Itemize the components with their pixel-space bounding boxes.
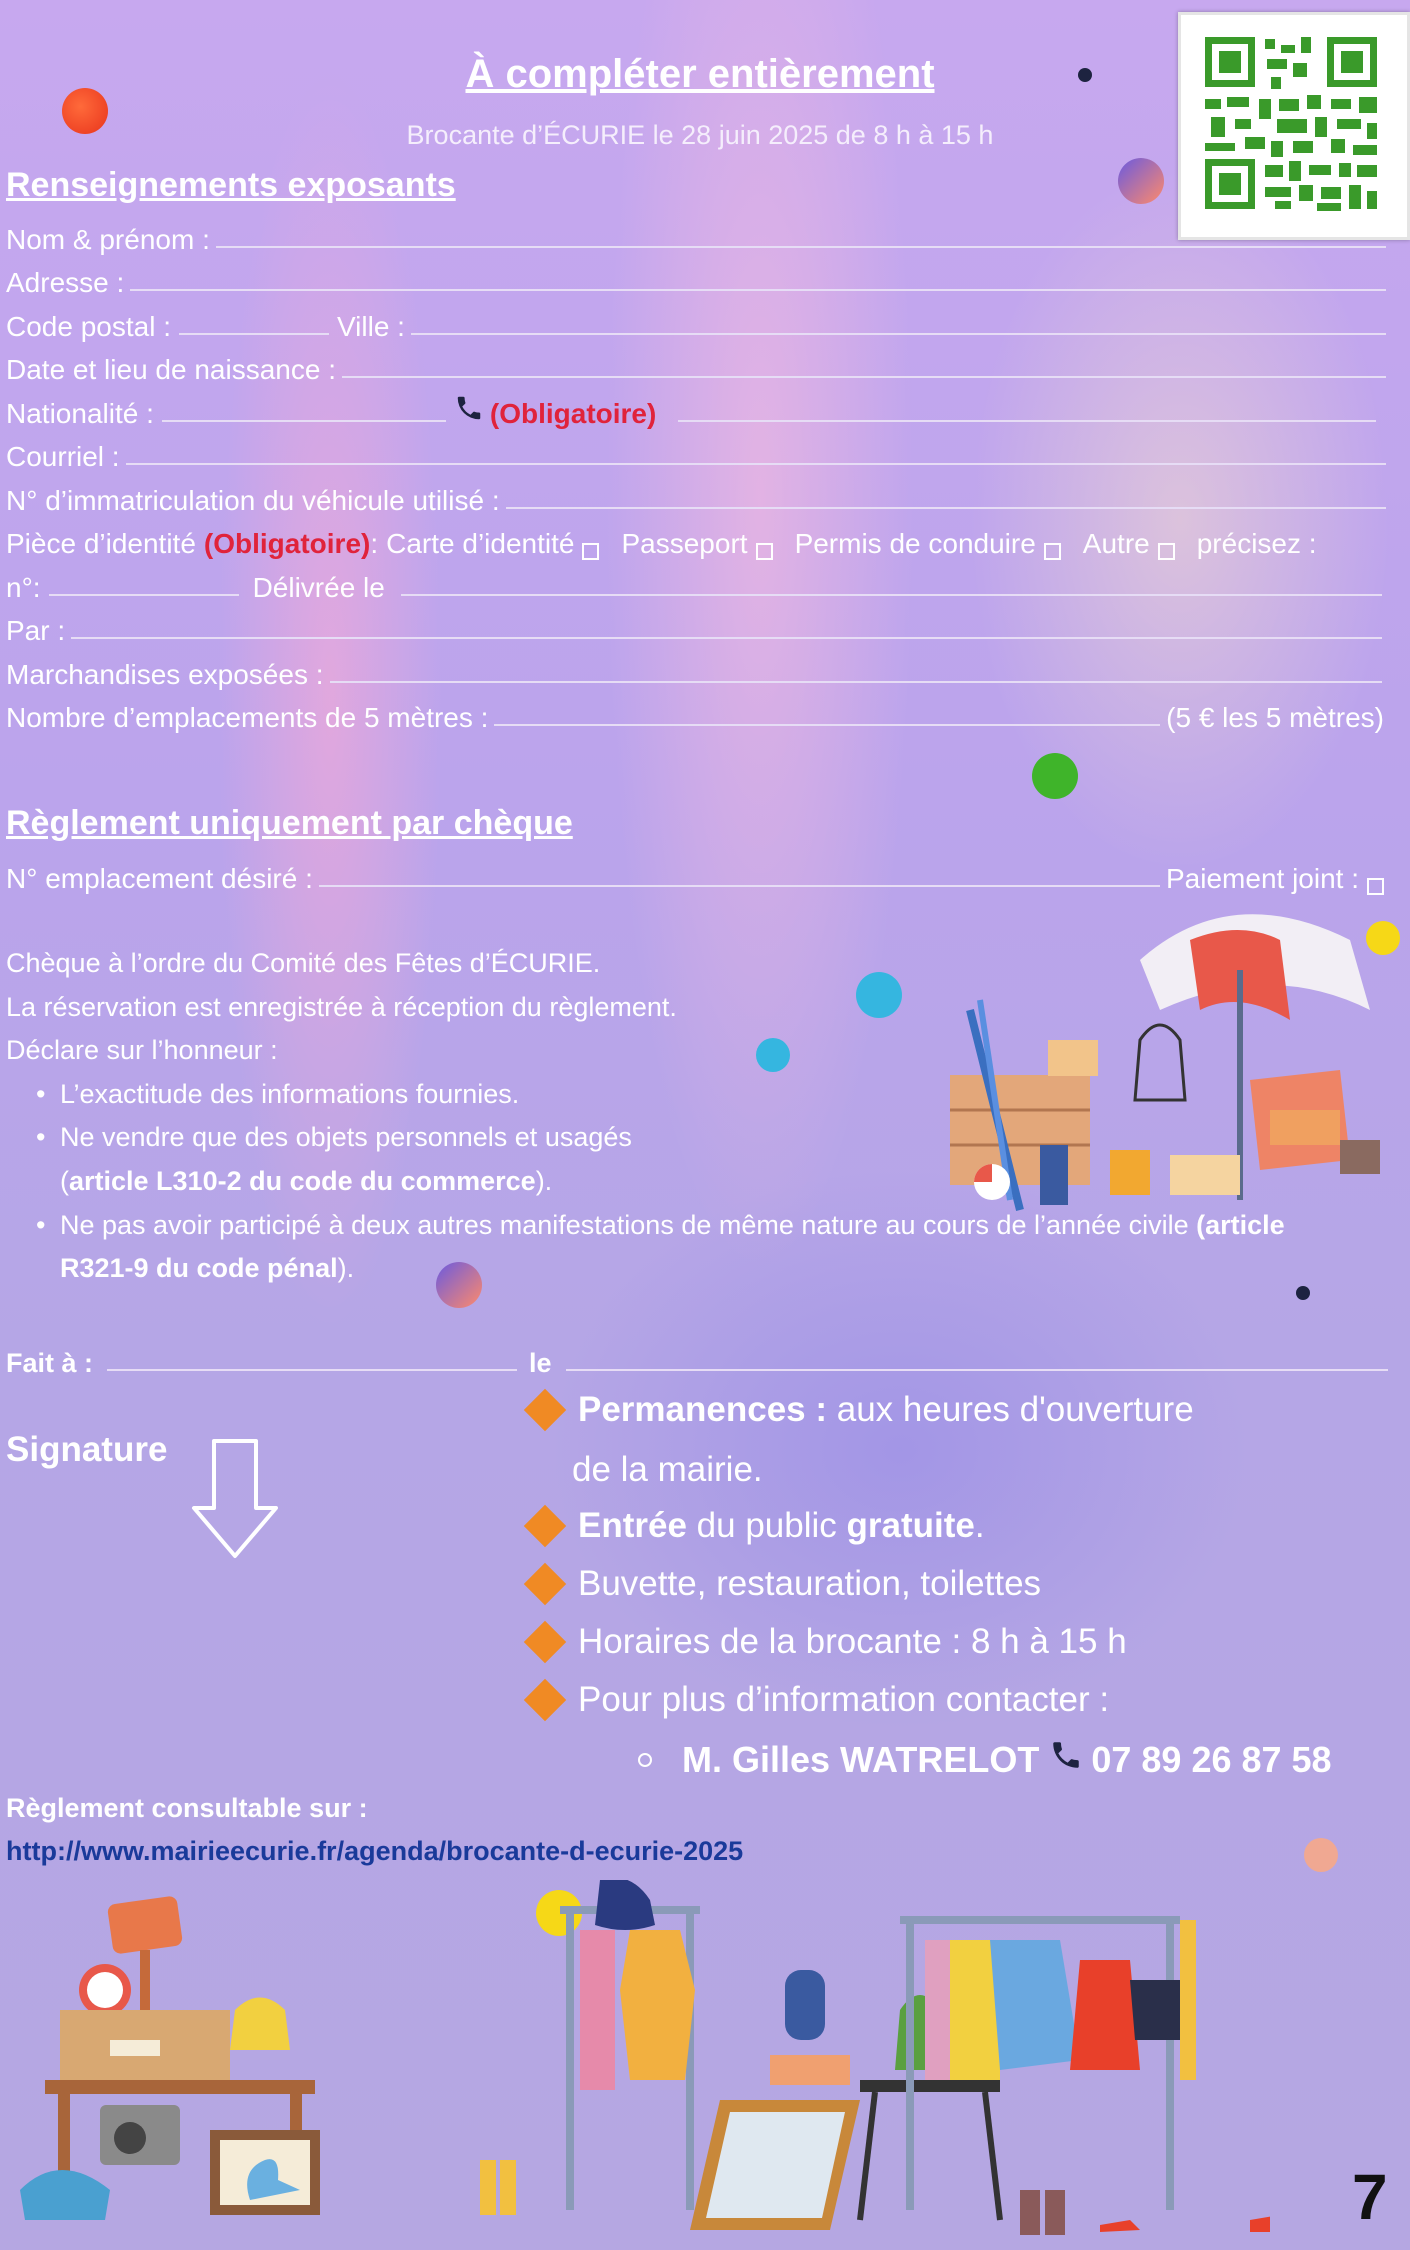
info-horaires [530,1622,1127,1662]
field-nom[interactable] [6,214,1392,256]
cheque-ordre: Chèque à l’ordre du Comité des Fêtes d’ÉCURIE. [6,948,601,978]
field-code-postal-ville[interactable] [6,301,1392,343]
field-par-label: Par : [6,615,66,646]
field-delivree-label: Délivrée le [252,572,385,603]
diamond-icon [524,1621,566,1663]
circle-bullet-icon [638,1753,652,1767]
article-penal [60,1253,354,1284]
declaration-text: Déclare sur l’honneur : [6,1035,278,1065]
field-emplacements-label: Nombre d’emplacements de 5 mètres : [6,702,489,733]
checkbox-paiement-joint[interactable] [1367,878,1384,895]
field-piece-identite [6,518,1388,560]
reservation-text: La réservation est enregistrée à réception du règlement. [6,992,677,1022]
article-penal-close: ). [337,1253,355,1283]
diamond-icon [524,1389,566,1431]
bullet-exactitude-text: L’exactitude des informations fournies. [60,1079,520,1109]
option-precisez: précisez : [1196,528,1317,559]
paiement-joint-label: Paiement joint : [1166,863,1359,894]
reglement-link[interactable]: http://www.mairieecurie.fr/agenda/brocante-d-ecurie-2025 [6,1836,744,1866]
field-nationalite-telephone[interactable] [6,388,1382,430]
article-open: ( [60,1166,69,1196]
article-penal-ref: R321-9 du code pénal [60,1253,338,1283]
field-adresse-label: Adresse : [6,267,125,298]
phone-icon [454,393,484,430]
brocante-illustration-bottom-left [10,1890,370,2240]
info-buvette [530,1564,1041,1604]
checkbox-passeport[interactable] [756,543,773,560]
info-entree [530,1506,985,1546]
deco-circle-blue [856,972,902,1018]
info-permanences [530,1390,1194,1430]
signature-label: Signature [6,1430,168,1469]
info-entree-gratuite: gratuite [846,1506,975,1545]
deco-circle-gradient [1118,158,1164,204]
checkbox-permis[interactable] [1044,543,1061,560]
info-entree-mid: du public [686,1506,847,1545]
option-permis: Permis de conduire [794,528,1036,559]
deco-circle-gradient-2 [436,1262,482,1308]
field-emplacement-label: N° emplacement désiré : [6,863,313,894]
option-autre: Autre [1082,528,1150,559]
article-penal-a: (article [1196,1210,1285,1240]
field-adresse[interactable] [6,257,1392,299]
deco-circle-peach [1304,1838,1338,1872]
contact-line [638,1738,1332,1781]
brocante-illustration [940,900,1400,1220]
field-emplacements[interactable] [6,692,1384,734]
article-commerce [60,1166,552,1197]
bullet-manifestations-text: Ne pas avoir participé à deux autres manifestations de même nature au cours de l’année civile [60,1210,1189,1240]
page-subtitle: Brocante d’ÉCURIE le 28 juin 2025 de 8 h à 15 h [406,120,994,150]
field-immatriculation[interactable] [6,475,1392,517]
option-passeport: Passeport [621,528,748,559]
info-buvette-text: Buvette, restauration, toilettes [578,1564,1042,1603]
field-immatriculation-label: N° d’immatriculation du véhicule utilisé : [6,485,500,516]
field-marchandises[interactable] [6,649,1388,691]
info-contact-text: Pour plus d’information contacter : [578,1680,1110,1719]
checkbox-autre[interactable] [1158,543,1175,560]
info-permanences-text: aux heures d'ouverture [827,1390,1194,1429]
page-number: 7 [1352,2161,1388,2233]
bullet-exactitude: • L’exactitude des informations fournies. [36,1079,520,1109]
field-ville-label: Ville : [337,311,405,342]
article-close: ). [535,1166,553,1196]
tarif-emplacement: (5 € les 5 mètres) [1166,702,1384,733]
field-nom-label: Nom & prénom : [6,224,210,255]
field-fait-a-label: Fait à : [6,1348,94,1378]
bullet-objets-text: Ne vendre que des objets personnels et usagés [60,1122,632,1152]
option-carte-identite: Carte d’identité [386,528,575,559]
info-contact [530,1680,1109,1720]
field-naissance[interactable] [6,344,1392,386]
clothing-rack-illustration [480,1880,1270,2245]
bullet-objets: • Ne vendre que des objets personnels et usagés [36,1122,632,1152]
bullet-manifestations: • Ne pas avoir participé à deux autres manifestations de même nature au cours de l’année civile (article [36,1210,1285,1240]
deco-dot-navy-2 [1296,1286,1310,1300]
diamond-icon [524,1505,566,1547]
contact-name: M. Gilles WATRELOT [682,1738,1040,1780]
field-numero-delivree[interactable] [6,562,1388,604]
reglement-consultable: Règlement consultable sur : [6,1793,368,1823]
info-horaires-text: Horaires de la brocante : 8 h à 15 h [578,1622,1127,1661]
field-courriel[interactable] [6,431,1392,473]
field-naissance-label: Date et lieu de naissance : [6,354,336,385]
deco-circle-green [1032,753,1078,799]
deco-circle-blue-small [756,1038,790,1072]
field-emplacement-desire[interactable] [6,853,1384,895]
field-numero-label: n°: [6,572,41,603]
telephone-obligatoire: (Obligatoire) [489,398,657,429]
info-entree-title: Entrée [578,1506,687,1545]
field-le-label: le [529,1348,552,1378]
field-courriel-label: Courriel : [6,441,120,472]
piece-identite-label: Pièce d’identité [6,528,196,559]
section-reglement-heading: Règlement uniquement par chèque [6,804,573,842]
info-permanences-title: Permanences : [578,1390,828,1429]
field-marchandises-label: Marchandises exposées : [6,659,324,690]
field-fait-a-le[interactable] [6,1337,1394,1379]
field-code-postal-label: Code postal : [6,311,171,342]
diamond-icon [524,1563,566,1605]
page-title: À compléter entièrement [465,52,935,96]
field-nationalite-label: Nationalité : [6,398,154,429]
contact-phone[interactable]: 07 89 26 87 58 [1091,1738,1332,1780]
checkbox-carte-identite[interactable] [582,543,599,560]
info-permanences-cont: de la mairie. [572,1450,763,1489]
field-par[interactable] [6,605,1388,647]
piece-obligatoire: (Obligatoire) [203,528,371,559]
article-commerce-ref: article L310-2 du code du commerce [69,1166,536,1196]
diamond-icon [524,1679,566,1721]
phone-icon [1049,1738,1083,1781]
info-entree-end: . [974,1506,985,1545]
arrow-down-icon [190,1438,280,1565]
piece-colon: : [370,528,379,559]
section-exposants-heading: Renseignements exposants [6,166,456,204]
